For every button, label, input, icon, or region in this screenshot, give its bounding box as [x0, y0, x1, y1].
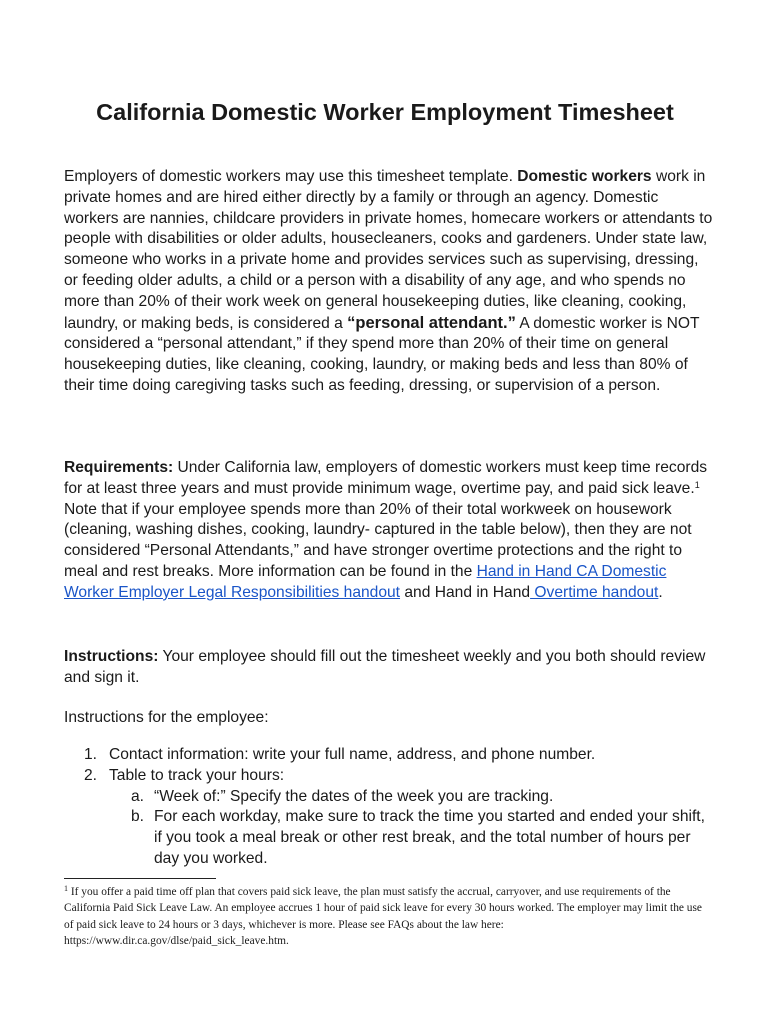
intro-paragraph: [64, 167, 714, 397]
footnote-reference[interactable]: 1: [694, 479, 700, 490]
list-item: [64, 766, 714, 870]
requirements-text-3: and Hand in Hand: [400, 583, 531, 601]
list-item: [64, 745, 714, 766]
step-number: 1.: [84, 746, 98, 763]
footnote: [64, 884, 714, 950]
requirements-paragraph: [64, 458, 714, 604]
footnote-text: If you offer a paid time off plan that covers paid sick leave, the plan must satisfy the accrual, carryover, and use requirements of the California Paid Sick Leave Law. An employee accrues 1 hour of paid sick leave for every 30 hours worked. The employer may limit the use of paid sick leave to 24 hours or 3 days, whichever is more. Please see FAQs about the law here: https://www.dir.ca.gov/dlse/paid_sick_leave.htm.: [64, 886, 702, 948]
intro-text-3: A domestic worker is NOT considered a “personal attendant,” if they spend more than 20% of their time on general housekeeping duties, like cleaning, cooking, laundry, or making beds and less than 80% of their time doing caregiving tasks such as feeding, dressing, or supervision of a person.: [64, 314, 700, 394]
list-item: [109, 807, 714, 869]
requirements-text-2: Note that if your employee spends more than 20% of their total workweek on housework (cleaning, washing dishes, cooking, laundry- captured in the table below), then they are not considered “Personal Attendants,” and have stronger overtime protections and the right to meal and rest breaks. More information can be found in the: [64, 500, 692, 580]
requirements-text-1: Under California law, employers of domestic workers must keep time records for at least three years and must provide minimum wage, overtime pay, and paid sick leave.: [64, 459, 708, 497]
instructions-label: Instructions:: [64, 648, 159, 665]
step-text: Table to track your hours:: [109, 766, 285, 784]
requirements-label: Requirements:: [64, 459, 174, 476]
step-number: 2.: [84, 766, 98, 784]
intro-text-1: Employers of domestic workers may use this timesheet template.: [64, 168, 518, 185]
substep-text: “Week of:” Specify the dates of the week you are tracking.: [154, 787, 554, 805]
instructions-text: Your employee should fill out the timesheet weekly and you both should review and sign it.: [64, 648, 706, 686]
substep-letter: b.: [131, 808, 145, 826]
page-title: California Domestic Worker Employment Timesheet: [96, 99, 674, 125]
personal-attendant-term: “personal attendant.”: [347, 313, 516, 332]
requirements-text-4: .: [658, 583, 663, 601]
legal-responsibilities-handout-link[interactable]: Hand in Hand CA Domestic Worker Employer Legal Responsibilities handout: [64, 562, 667, 601]
footnote-divider: [64, 878, 216, 879]
employee-steps-list: [64, 745, 714, 870]
step-text: Contact information: write your full name, address, and phone number.: [109, 746, 596, 763]
domestic-workers-term: Domestic workers: [517, 168, 652, 185]
footnote-number: 1: [64, 884, 68, 893]
intro-text-2: work in private homes and are hired either directly by a family or through an agency. Domestic workers are nannies, childcare providers in private homes, homecare workers or attendants to people with disabilities or older adults, housecleaners, cooks and gardeners. Under state law, someone who works in a private home and provides services such as supervising, dressing, or feeding older adults, a child or a person with a disability of any age, and who spends no more than 20% of their work week on general housekeeping duties, like cleaning, cooking, laundry, or making beds, is considered a: [64, 168, 713, 332]
substeps-list: [109, 787, 714, 870]
list-item: [109, 787, 714, 808]
instructions-paragraph: [64, 647, 714, 689]
substep-letter: a.: [131, 787, 145, 805]
substep-text: For each workday, make sure to track the time you started and ended your shift, if you took a meal break or other rest break, and the total number of hours per day you worked.: [154, 808, 705, 867]
employee-instructions-heading: Instructions for the employee:: [64, 709, 269, 726]
overtime-handout-link[interactable]: Overtime handout: [530, 583, 659, 601]
